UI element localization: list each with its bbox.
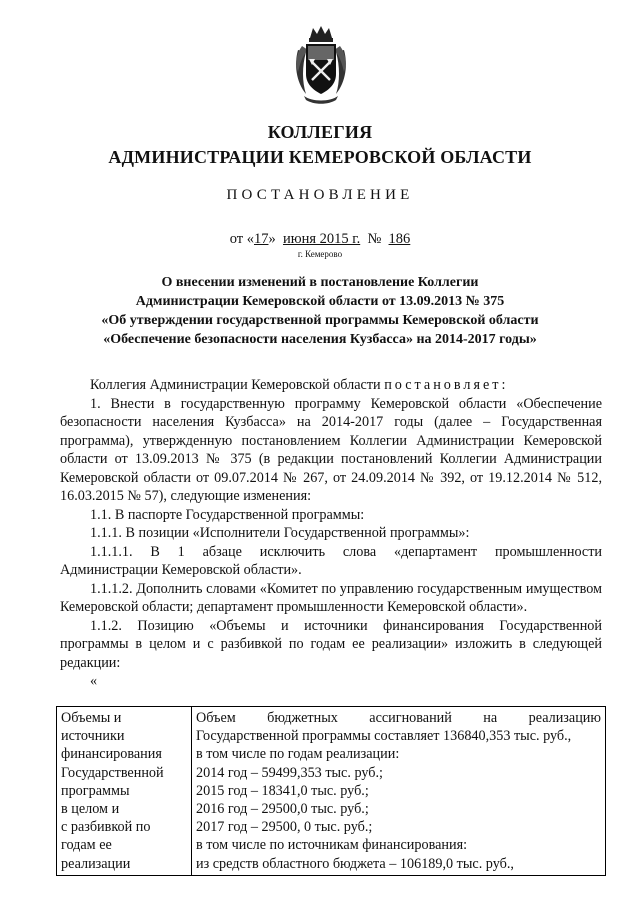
financing-table (56, 706, 606, 876)
label-line: финансирования (61, 746, 162, 763)
date-day: 17 (253, 231, 269, 247)
label-line: с разбивкой по (61, 819, 151, 836)
subject-heading (60, 273, 580, 349)
label-line: Объемы и (61, 710, 122, 726)
value-line: 2014 год – 59499,353 тыс. руб.; (196, 764, 383, 781)
date-line (0, 231, 640, 248)
label-line: реализации (61, 855, 131, 872)
paragraph-1: 1. Внести в государственную программу Кемеровской области «Обеспечение безопасности населения Кузбасса» на 2014-2017 годы (далее – Государственная программа), утвержденную постановлением Коллегии Администрации Кемеровской области от 13.09.2013 № 375 (в редакции постановлений Коллегии Администрации Кемеровской области от 09.07.2014 № 267, от 24.09.2014 № 392, от 19.12.2014 № 512, 16.03.2015 № 57), следующие изменения: (60, 395, 602, 504)
open-quote: « (90, 673, 98, 689)
label-line: Государственной (61, 764, 164, 781)
city: г. Кемерово (297, 249, 343, 259)
value-line: 2015 год – 18341,0 тыс. руб.; (196, 782, 369, 799)
document-number: 186 (388, 231, 411, 247)
document-type: ПОСТАНОВЛЕНИЕ (226, 187, 414, 203)
subject-line: Администрации Кемеровской области от 13.09.2013 № 375 (135, 294, 505, 309)
label-line: программы (61, 782, 130, 799)
table-row (57, 707, 606, 876)
number-sign: № (367, 231, 382, 247)
paragraph-1-1-1-1: 1.1.1.1. В 1 абзаце исключить слова «департамент промышленности Администрации Кемеровской области». (60, 543, 602, 578)
intro-verb: постановляет: (384, 377, 509, 393)
document-body (60, 376, 602, 691)
value-line: в том числе по годам реализации: (196, 746, 400, 763)
value-line: Объем бюджетных ассигнований на реализацию (196, 710, 601, 726)
subject-line: «Об утверждении государственной программы Кемеровской области (101, 313, 539, 328)
table-cell-value (192, 707, 606, 876)
value-line: в том числе по источникам финансирования: (196, 837, 468, 854)
value-line: Государственной программы составляет 136840,353 тыс. руб., (196, 728, 572, 745)
subject-line: «Обеспечение безопасности населения Кузбасса» на 2014-2017 годы» (103, 332, 537, 347)
value-line: 2017 год – 29500, 0 тыс. руб.; (196, 819, 373, 836)
subject-line: О внесении изменений в постановление Коллегии (161, 275, 479, 290)
administration-title: АДМИНИСТРАЦИИ КЕМЕРОВСКОЙ ОБЛАСТИ (108, 147, 532, 167)
intro-paragraph (60, 376, 602, 395)
intro-text: Коллегия Администрации Кемеровской области (90, 377, 381, 393)
date-prefix: от « (229, 231, 254, 247)
value-line: 2016 год – 29500,0 тыс. руб.; (196, 801, 369, 818)
paragraph-1-1-1: 1.1.1. В позиции «Исполнители Государственной программы»: (90, 525, 470, 541)
label-line: годам ее (61, 837, 112, 854)
value-line: из средств областного бюджета – 106189,0 тыс. руб., (196, 855, 514, 872)
date-month-year: июня 2015 г. (282, 231, 361, 247)
paragraph-1-1-2: 1.1.2. Позицию «Объемы и источники финансирования Государственной программы в целом и с разбивкой по годам ее реализации» изложить в следующей редакции: (60, 617, 602, 671)
label-line: источники (61, 728, 125, 745)
paragraph-1-1: 1.1. В паспорте Государственной программы: (90, 506, 365, 523)
label-line: в целом и (61, 801, 120, 818)
date-sep: » (268, 231, 276, 247)
paragraph-1-1-1-2: 1.1.1.2. Дополнить словами «Комитет по управлению государственным имуществом Кемеровской области; департамент промышленности Кемеровской области». (60, 580, 602, 615)
collegium-title: КОЛЛЕГИЯ (267, 122, 373, 142)
coat-of-arms-icon (292, 24, 350, 106)
table-cell-label (57, 707, 192, 876)
